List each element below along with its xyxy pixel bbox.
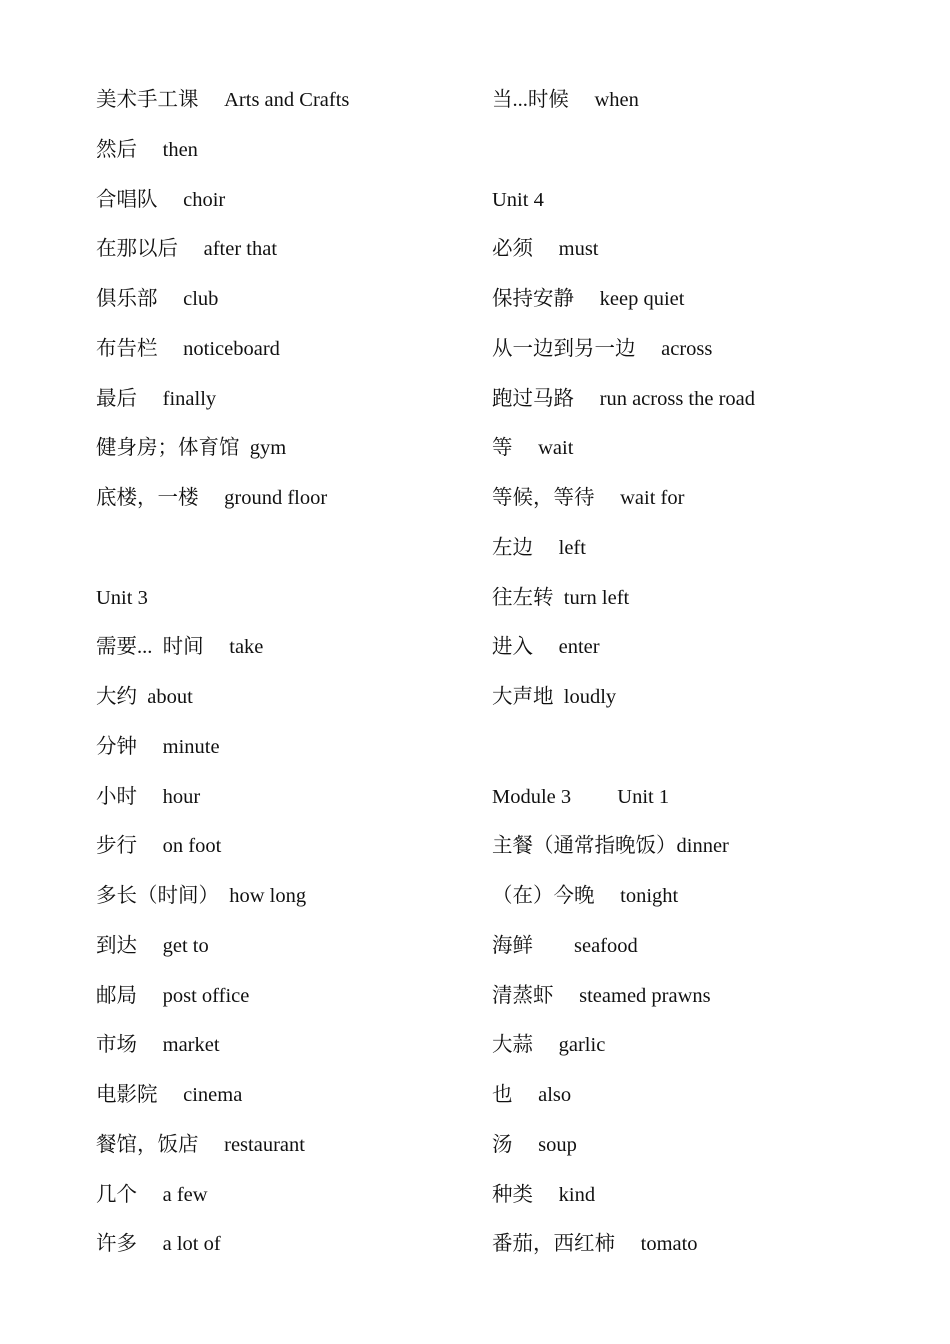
vocab-entry: 左边 left <box>492 536 586 559</box>
vocab-entry: 邮局 post office <box>96 984 250 1007</box>
unit-heading: Unit 3 <box>96 586 148 609</box>
vocab-entry: 主餐（通常指晚饭）dinner <box>492 835 729 858</box>
vocab-entry: 番茄，西红柿 tomato <box>492 1233 698 1256</box>
vocab-entry: （在）今晚 tonight <box>492 885 679 907</box>
vocab-entry: 在那以后 after that <box>96 238 278 261</box>
vocab-entry: 保持安静 keep quiet <box>492 288 685 310</box>
right-vocabulary-column <box>492 76 932 1270</box>
vocab-entry: 海鲜 seafood <box>492 934 638 957</box>
vocab-entry: 合唱队 choir <box>96 188 226 211</box>
vocab-entry: 俱乐部 club <box>96 288 219 310</box>
vocab-entry: 当...时候 when <box>492 89 639 111</box>
vocab-entry: 小时 hour <box>96 785 201 808</box>
vocab-entry: 分钟 minute <box>96 735 220 758</box>
vocab-entry: 需要... 时间 take <box>96 636 264 659</box>
vocab-entry: 也 also <box>492 1084 572 1106</box>
vocab-entry: 必须 must <box>492 238 599 261</box>
vocab-entry: 清蒸虾 steamed prawns <box>492 984 711 1007</box>
vocab-entry: 大蒜 garlic <box>492 1034 606 1057</box>
vocab-entry: 进入 enter <box>492 636 600 659</box>
vocab-entry: 美术手工课 Arts and Crafts <box>96 89 350 111</box>
vocab-entry: 最后 finally <box>96 387 217 410</box>
vocab-entry: 大声地 loudly <box>492 686 617 708</box>
blank-line <box>492 126 932 176</box>
vocab-entry: 底楼，一楼 ground floor <box>96 487 328 509</box>
vocab-entry: 跑过马路 run across the road <box>492 387 756 410</box>
vocab-entry: 种类 kind <box>492 1183 596 1206</box>
vocab-entry: 餐馆，饭店 restaurant <box>96 1133 305 1156</box>
vocab-entry: 布告栏 noticeboard <box>96 337 280 360</box>
vocab-entry: 汤 soup <box>492 1133 577 1156</box>
vocab-entry: 步行 on foot <box>96 835 222 858</box>
vocab-entry: 多长（时间） how long <box>96 885 307 907</box>
vocab-entry: 健身房；体育馆 gym <box>96 437 287 460</box>
blank-line <box>96 524 476 574</box>
unit-heading: Unit 4 <box>492 188 544 211</box>
vocab-entry: 往左转 turn left <box>492 586 630 609</box>
vocab-entry: 从一边到另一边 across <box>492 337 713 360</box>
vocab-entry: 几个 a few <box>96 1183 208 1206</box>
left-vocabulary-column <box>96 76 476 1270</box>
vocab-entry: 等 wait <box>492 437 574 460</box>
vocab-entry: 许多 a lot of <box>96 1233 221 1256</box>
vocab-entry: 电影院 cinema <box>96 1084 243 1106</box>
vocab-entry: 等候，等待 wait for <box>492 487 685 509</box>
vocab-entry: 然后 then <box>96 138 198 161</box>
vocab-entry: 大约 about <box>96 686 193 708</box>
vocab-entry: 市场 market <box>96 1034 220 1057</box>
module-heading: Module 3 Unit 1 <box>492 785 670 808</box>
blank-line <box>492 723 932 773</box>
vocab-entry: 到达 get to <box>96 934 209 957</box>
